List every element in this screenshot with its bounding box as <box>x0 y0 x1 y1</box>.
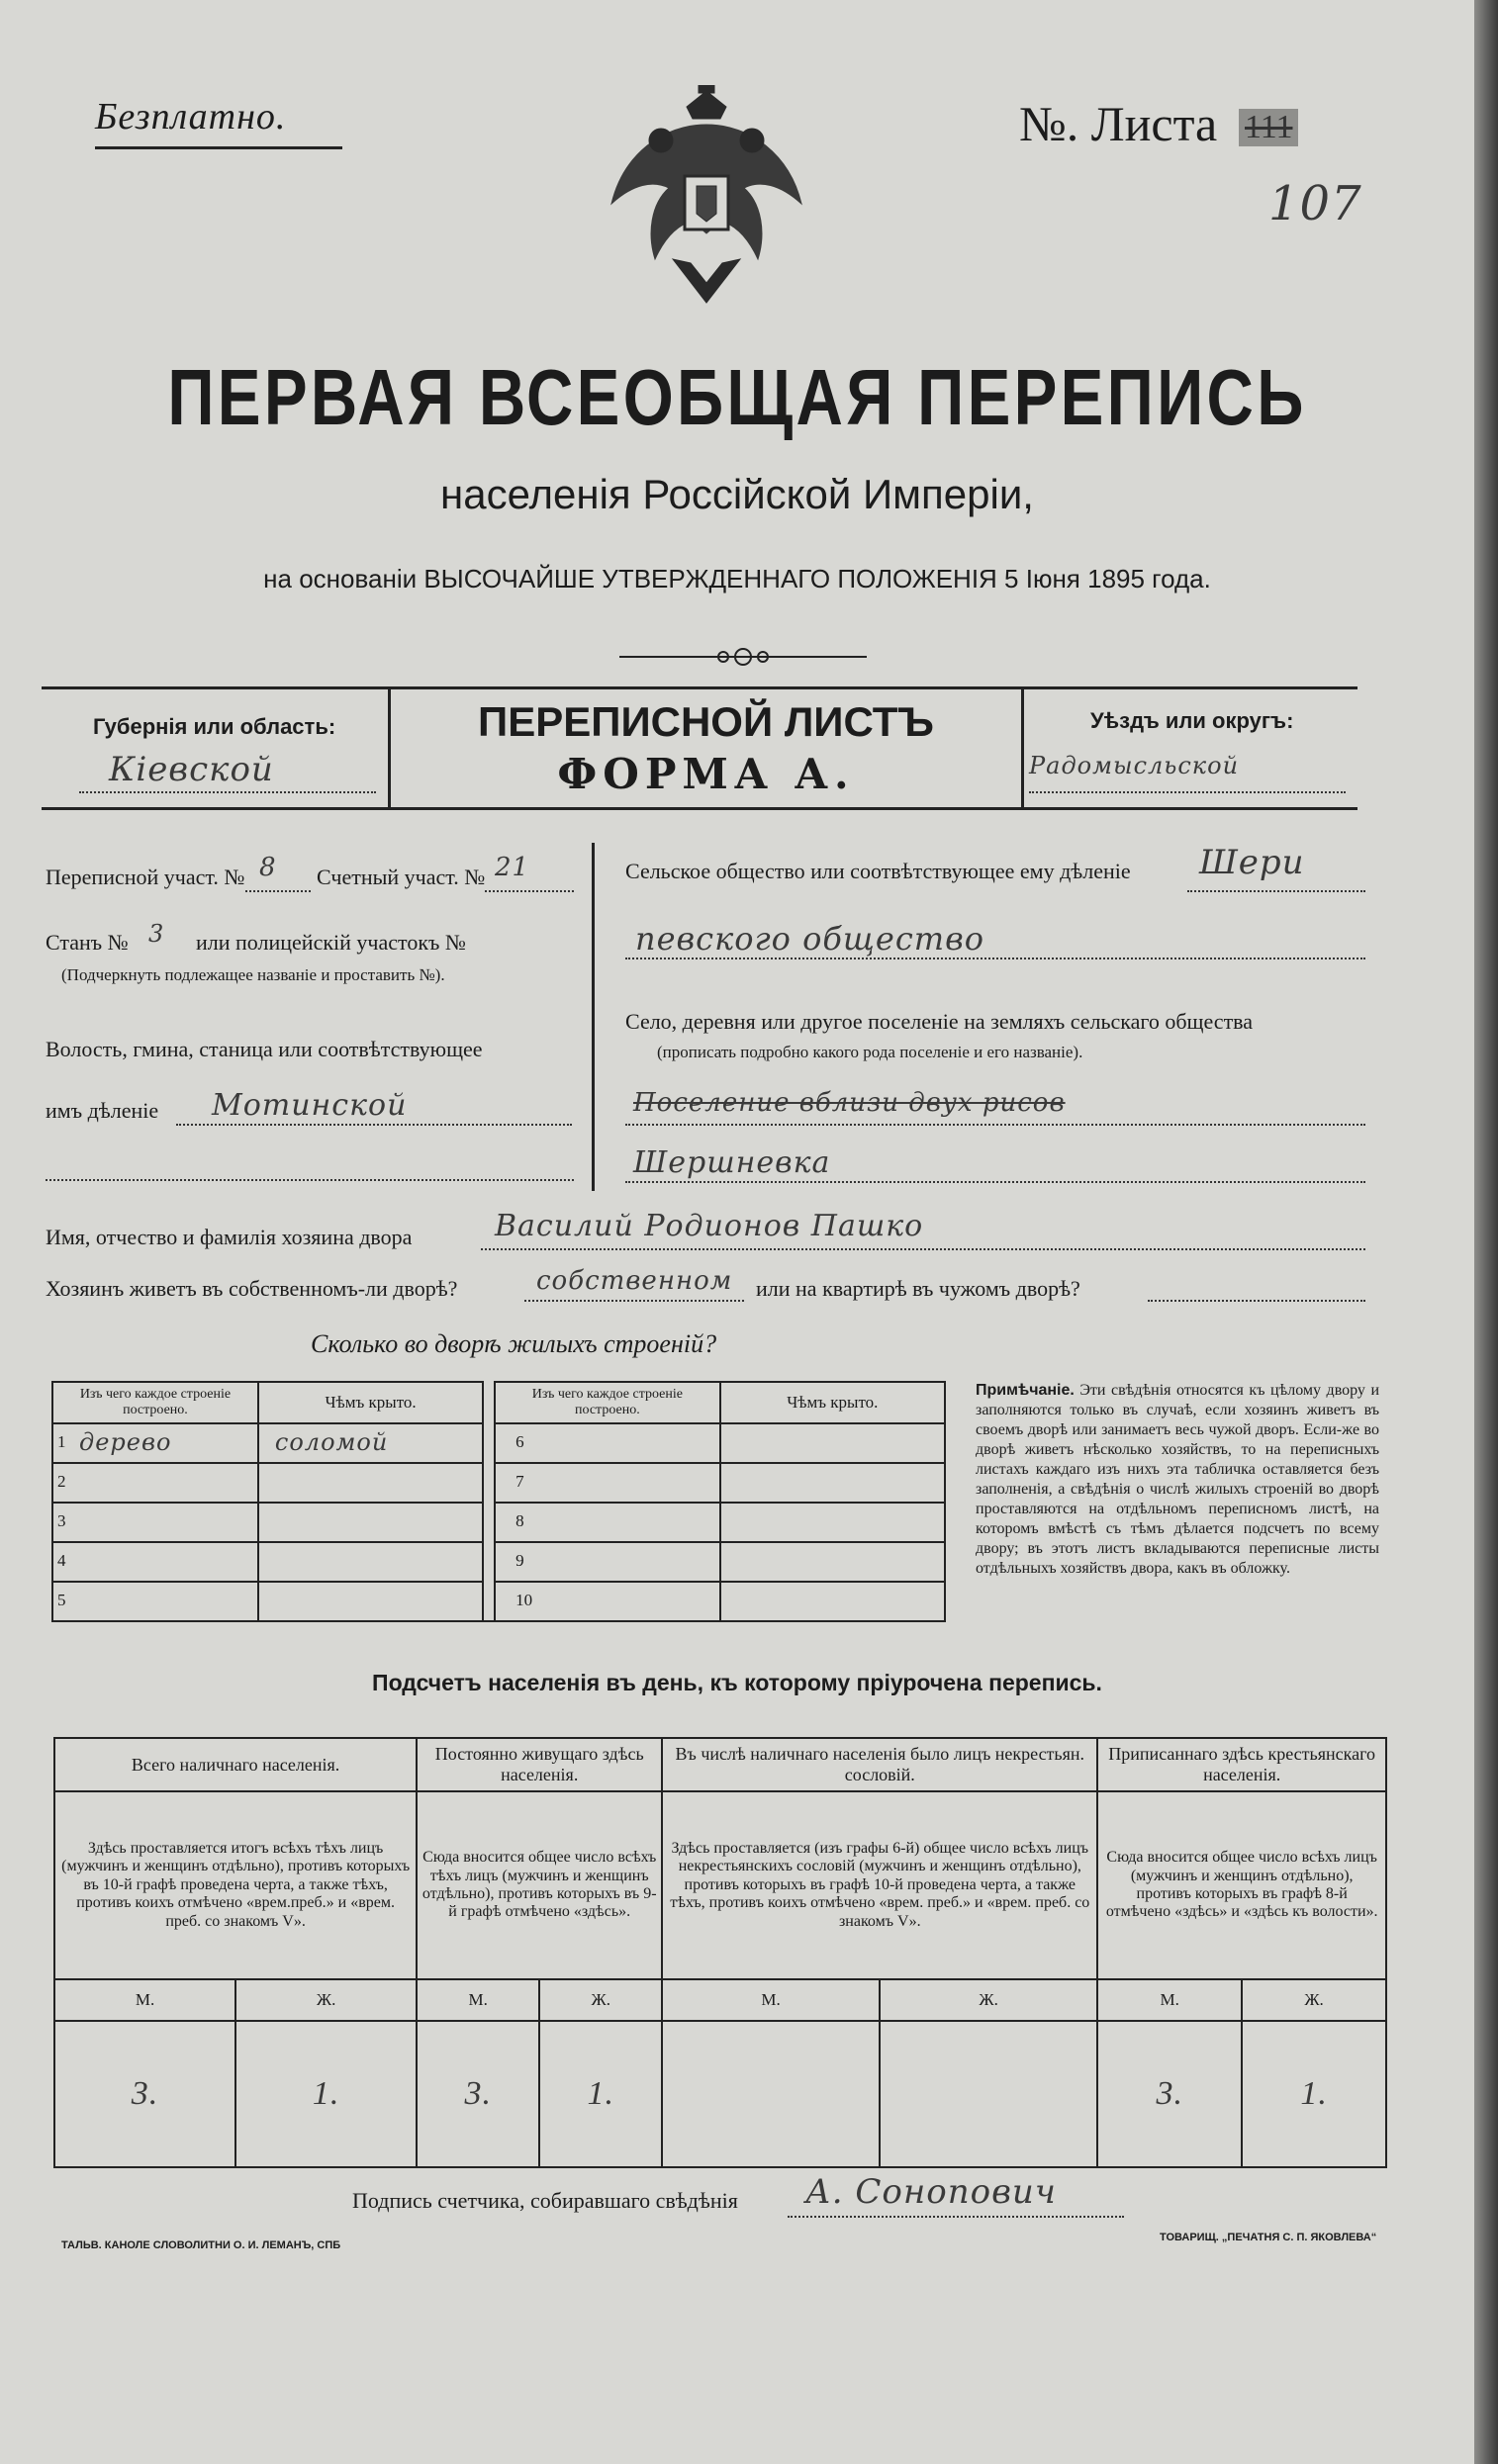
owner-lives-label-2: или на квартирѣ въ чужомъ дворѣ? <box>756 1276 1080 1301</box>
owner-lives-line <box>524 1300 744 1302</box>
district-value: Радомысльской <box>1029 752 1240 779</box>
table-row <box>52 1423 945 1463</box>
province-label: Губернія или область: <box>93 714 336 739</box>
row-number: 4 <box>57 1551 66 1571</box>
district-line <box>1029 791 1346 793</box>
header-band-divider-right <box>1021 686 1024 809</box>
header-band-bottom <box>42 807 1358 810</box>
row-number: 8 <box>515 1511 524 1531</box>
sheet-number-label: №. Листа <box>1019 96 1218 151</box>
count-peasant-male: 3. <box>1097 2021 1242 2167</box>
building-material: дерево <box>79 1428 172 1457</box>
stan-or-label: или полицейскій участокъ № <box>196 930 466 955</box>
volost-line-2 <box>46 1179 574 1181</box>
header-band-top <box>42 686 1358 689</box>
buildings-note <box>976 1381 1379 1579</box>
counting-district-line <box>485 890 574 892</box>
sheet-number-handwritten: 107 <box>1268 176 1362 231</box>
table-row <box>52 1503 945 1542</box>
row-number: 9 <box>515 1551 524 1571</box>
village-note: (прописать подробно какого рода поселеніе и его названіе). <box>657 1043 1083 1061</box>
fields-divider <box>592 843 595 1191</box>
stan-note: (Подчеркнуть подлежащее названіе и проставить №). <box>61 965 445 984</box>
society-line-2 <box>625 958 1365 959</box>
row-number: 5 <box>57 1591 66 1610</box>
sheet-number-struck: 111 <box>1239 109 1298 146</box>
counting-district-value: 21 <box>495 853 530 882</box>
stan-value: 3 <box>148 920 165 948</box>
count-m-label: М. <box>1097 1979 1242 2021</box>
count-permanent-female: 1. <box>539 2021 662 2167</box>
count-total-male: 3. <box>54 2021 235 2167</box>
footer-left-imprint: ТАЛЬВ. КАНОЛЕ СЛОВОЛИТНИ О. И. ЛЕМАНЪ, СПБ <box>61 2239 341 2251</box>
count-desc-non-peasant: Здѣсь проставляется (изъ графы 6-й) общее число всѣхъ лицъ некрестьянскихъ сословій (мужчинъ и женщинъ отдѣльно), противъ которыхъ въ графѣ 10-й проведена черта, а также тѣхъ, противъ коихъ отмѣчено «врем. преб.» и «врем. преб. со знакомъ V». <box>662 1791 1097 1979</box>
table-row <box>52 1582 945 1621</box>
table-row <box>52 1463 945 1503</box>
footer-right-imprint: ТОВАРИЩ. „ПЕЧАТНЯ С. П. ЯКОВЛЕВА“ <box>1160 2232 1377 2243</box>
buildings-header-roof-right: Чѣмъ крыто. <box>720 1382 945 1423</box>
signature-label: Подпись счетчика, собиравшаго свѣдѣнія <box>352 2188 738 2213</box>
row-number: 7 <box>515 1472 524 1492</box>
buildings-question: Сколько во дворѣ жилыхъ строеній? <box>311 1329 717 1358</box>
count-desc-peasant: Сюда вносится общее число всѣхъ лицъ (мужчинъ и женщинъ отдѣльно), противъ которыхъ въ графѣ 8-й отмѣчено «здѣсь» и «здѣсь къ волости». <box>1097 1791 1386 1979</box>
note-lead: Примѣчаніе. <box>976 1382 1075 1399</box>
count-f-label: Ж. <box>235 1979 417 2021</box>
count-non-peasant-female <box>880 2021 1097 2167</box>
buildings-header-material-left: Изъ чего каждое строеніе построено. <box>52 1382 258 1423</box>
form-legal-basis: на основаніи ВЫСОЧАЙШЕ УТВЕРЖДЕННАГО ПОЛОЖЕНІЯ 5 Іюня 1895 года. <box>263 564 1211 593</box>
table-row <box>52 1542 945 1582</box>
owner-lives-value: собственном <box>536 1266 733 1296</box>
row-number: 10 <box>515 1591 533 1610</box>
count-m-label: М. <box>54 1979 235 2021</box>
row-number: 3 <box>57 1511 66 1531</box>
count-m-label: М. <box>662 1979 880 2021</box>
row-number: 1 <box>57 1432 66 1452</box>
row-number: 2 <box>57 1472 66 1492</box>
village-label: Село, деревня или другое поселеніе на земляхъ сельскаго общества <box>625 1009 1254 1034</box>
census-district-value: 8 <box>259 853 277 882</box>
province-line <box>79 791 376 793</box>
volost-line <box>176 1124 572 1126</box>
count-f-label: Ж. <box>880 1979 1097 2021</box>
count-f-label: Ж. <box>539 1979 662 2021</box>
village-value: Шершневка <box>633 1145 831 1180</box>
building-roof: соломой <box>274 1428 389 1457</box>
form-a-title: ФОРМА А. <box>557 750 855 798</box>
count-desc-permanent: Сюда вносится общее число всѣхъ тѣхъ лицъ (мужчинъ и женщинъ отдѣльно), противъ которыхъ въ 9-й графѣ отмѣчено «здѣсь». <box>417 1791 662 1979</box>
count-total-female: 1. <box>235 2021 417 2167</box>
form-main-title: ПЕРВАЯ ВСЕОБЩАЯ ПЕРЕПИСЬ <box>167 353 1307 441</box>
stan-label: Станъ № <box>46 930 129 955</box>
buildings-header-material-right: Изъ чего каждое строеніе построено. <box>495 1382 720 1423</box>
count-head-permanent: Постоянно живущаго здѣсь населенія. <box>417 1738 662 1791</box>
row-number: 6 <box>515 1432 524 1452</box>
census-district-label: Переписной участ. № <box>46 865 245 889</box>
buildings-table <box>51 1381 946 1622</box>
village-line-1 <box>625 1124 1365 1126</box>
count-desc-total: Здѣсь проставляется итогъ всѣхъ тѣхъ лицъ (мужчинъ и женщинъ отдѣльно), противъ которыхъ въ 10-й графѣ проведена черта, а также тѣхъ, противъ коихъ отмѣчено «врем.преб.» и «врем. преб. со знакомъ V». <box>54 1791 417 1979</box>
volost-value: Мотинской <box>212 1088 408 1123</box>
village-struck-value: Поселение вблизи двух рисов <box>633 1088 1066 1118</box>
imperial-eagle-emblem <box>604 85 809 311</box>
owner-lives-label: Хозяинъ живетъ въ собственномъ-ли дворѣ? <box>46 1276 458 1301</box>
counting-district-label: Счетный участ. № <box>317 865 486 889</box>
volost-label-2: имъ дѣленіе <box>46 1098 159 1123</box>
owner-name-label: Имя, отчество и фамилія хозяина двора <box>46 1225 413 1249</box>
village-line-2 <box>625 1181 1365 1183</box>
count-f-label: Ж. <box>1242 1979 1386 2021</box>
page-edge-shadow <box>1474 0 1498 2464</box>
signature-line <box>788 2216 1124 2218</box>
owner-name-line <box>481 1248 1365 1250</box>
note-text: Эти свѣдѣнія относятся къ цѣлому двору и заполняются только въ случаѣ, если хозяинъ живетъ въ своемъ дворѣ или занимаетъ весь чужой дворъ. Если-же во дворѣ живетъ нѣсколько хозяйствъ, то на переписныхъ листахъ каждаго изъ нихъ эта табличка оставляется безъ заполненія, а свѣдѣнія о числѣ жилыхъ строеній во дворѣ проставляются на отдѣльномъ переписномъ листѣ, на которомъ вмѣстѣ съ тѣмъ дѣлается подсчетъ по всему двору; въ этотъ листъ вкладываются переписные листы отдѣльныхъ хозяйствъ двора, какъ въ обложку. <box>976 1382 1380 1577</box>
count-title: Подсчетъ населенія въ день, къ которому пріурочена перепись. <box>372 1670 1102 1695</box>
owner-lives-line-2 <box>1148 1300 1365 1302</box>
count-m-label: М. <box>417 1979 539 2021</box>
count-head-peasant: Приписаннаго здѣсь крестьянскаго населенія. <box>1097 1738 1386 1791</box>
owner-name-value: Василий Родионов Пашко <box>495 1209 924 1243</box>
free-underline <box>95 146 342 149</box>
census-sheet-title: ПЕРЕПИСНОЙ ЛИСТЪ <box>478 698 934 745</box>
buildings-header-roof-left: Чѣмъ крыто. <box>258 1382 483 1423</box>
census-district-line <box>245 890 311 892</box>
population-count-table <box>53 1737 1387 2168</box>
society-line-1 <box>1187 890 1365 892</box>
ornament-divider <box>619 645 867 669</box>
society-value-2: певского общество <box>635 920 984 958</box>
count-head-total: Всего наличнаго населенія. <box>54 1738 417 1791</box>
province-value: Кіевской <box>109 750 274 789</box>
volost-label-1: Волость, гмина, станица или соотвѣтствующее <box>46 1037 483 1061</box>
free-label: Безплатно. <box>95 96 287 137</box>
signature-value: А. Сонопович <box>805 2172 1057 2212</box>
count-peasant-female: 1. <box>1242 2021 1386 2167</box>
count-permanent-male: 3. <box>417 2021 539 2167</box>
count-head-non-peasant: Въ числѣ наличнаго населенія было лицъ некрестьян. сословій. <box>662 1738 1097 1791</box>
society-label: Сельское общество или соотвѣтствующее ему дѣленіе <box>625 859 1131 883</box>
society-value-1: Шери <box>1199 843 1305 882</box>
count-non-peasant-male <box>662 2021 880 2167</box>
district-label: Уѣздъ или округъ: <box>1090 708 1294 733</box>
form-subtitle: населенія Россійской Имперіи, <box>440 471 1034 517</box>
